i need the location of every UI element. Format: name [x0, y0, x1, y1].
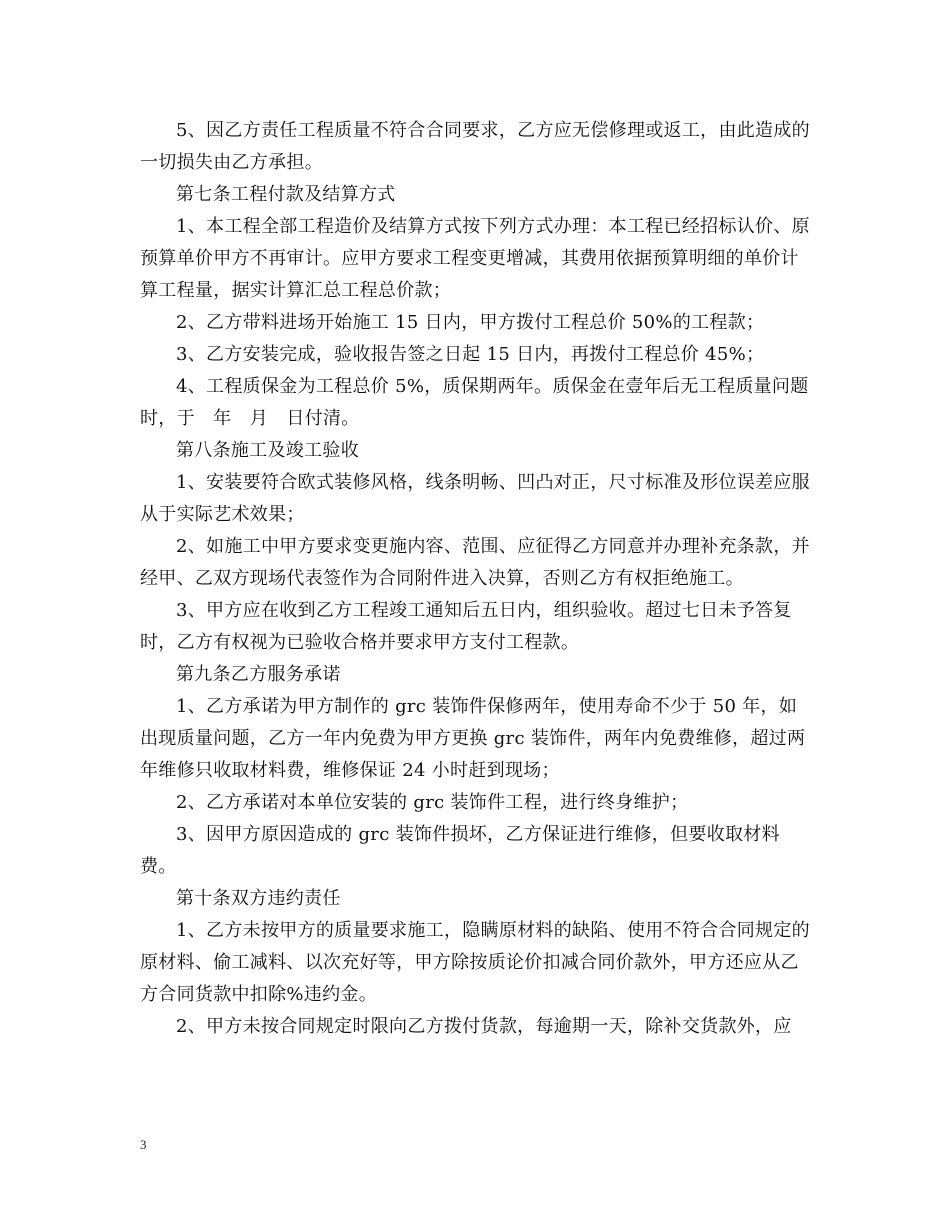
- paragraph: 3、因甲方原因造成的 grc 装饰件损坏，乙方保证进行维修，但要收取材料费。: [140, 824, 780, 877]
- paragraph: 2、如施工中甲方要求变更施内容、范围、应征得乙方同意并办理补充条款，并经甲、乙双方现场代表签作为合同附件进入决算，否则乙方有权拒绝施工。: [140, 536, 810, 589]
- paragraph: 1、本工程全部工程造价及结算方式按下列方式办理：本工程已经招标认价、原预算单价甲方不再审计。应甲方要求工程变更增减，其费用依据预算明细的单价计算工程量，据实计算汇总工程总价款；: [140, 216, 810, 301]
- paragraph: 3、乙方安装完成，验收报告签之日起 15 日内，再拨付工程总价 45%；: [176, 344, 765, 365]
- document-body: [140, 115, 812, 1043]
- page-number: 3: [140, 1137, 147, 1152]
- paragraph: 4、工程质保金为工程总价 5%，质保期两年。质保金在壹年后无工程质量问题时，于 年 月 日付清。: [140, 376, 809, 429]
- paragraph: 3、甲方应在收到乙方工程竣工通知后五日内，组织验收。超过七日未予答复时，乙方有权视为已验收合格并要求甲方支付工程款。: [140, 600, 792, 653]
- paragraph: 1、安装要符合欧式装修风格，线条明畅、凹凸对正，尺寸标准及形位误差应服从于实际艺术效果；: [140, 472, 810, 525]
- section-heading: 第八条施工及竣工验收: [176, 440, 359, 461]
- section-heading: 第九条乙方服务承诺: [176, 664, 341, 685]
- paragraph: 2、乙方承诺对本单位安装的 grc 装饰件工程，进行终身维护；: [176, 792, 689, 813]
- paragraph: 2、乙方带料进场开始施工 15 日内，甲方拨付工程总价 50%的工程款；: [176, 312, 765, 333]
- paragraph: 5、因乙方责任工程质量不符合合同要求，乙方应无偿修理或返工，由此造成的一切损失由乙方承担。: [140, 120, 810, 173]
- paragraph: 1、乙方承诺为甲方制作的 grc 装饰件保修两年，使用寿命不少于 50 年，如出现质量问题，乙方一年内免费为甲方更换 grc 装饰件，两年内免费维修，超过两年维修只收取材料费，维修保证 24 小时赶到现场；: [140, 696, 806, 781]
- section-heading: 第十条双方违约责任: [176, 888, 341, 909]
- paragraph: 2、甲方未按合同规定时限向乙方拨付货款，每逾期一天，除补交货款外，应: [176, 1016, 792, 1037]
- paragraph: 1、乙方未按甲方的质量要求施工，隐瞒原材料的缺陷、使用不符合合同规定的原材料、偷工减料、以次充好等，甲方除按质论价扣减合同价款外，甲方还应从乙方合同货款中扣除%违约金。: [140, 920, 810, 1005]
- section-heading: 第七条工程付款及结算方式: [176, 184, 396, 205]
